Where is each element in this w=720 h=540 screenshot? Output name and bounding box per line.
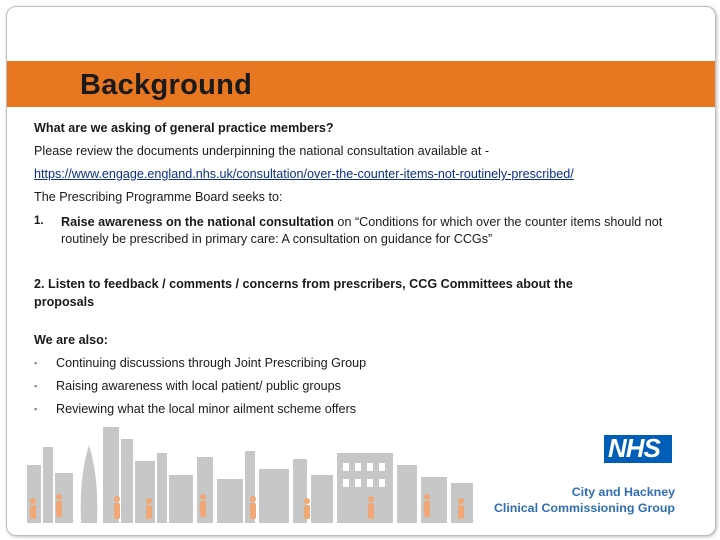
item-number: 1. <box>34 215 44 227</box>
item-2-line-2: proposals <box>34 295 95 309</box>
slide <box>6 6 716 536</box>
nhs-logo <box>604 435 672 463</box>
bullet-text: Continuing discussions through Joint Prescribing Group <box>56 356 367 370</box>
ccg-name-line-1: City and Hackney <box>571 485 675 499</box>
question-heading: What are we asking of general practice members? <box>34 121 334 135</box>
item-1-text <box>61 214 681 248</box>
bullet-icon: ▪ <box>34 381 38 391</box>
slide-title: Background <box>80 69 253 101</box>
nhs-logo-text: NHS <box>608 433 660 463</box>
bullet-text: Reviewing what the local minor ailment scheme offers <box>56 402 357 416</box>
bullet-item <box>34 402 684 418</box>
bullet-item <box>34 379 684 395</box>
bullet-text: Raising awareness with local patient/ public groups <box>56 379 341 393</box>
consultation-link[interactable]: https://www.engage.england.nhs.uk/consultation/over-the-counter-items-not-routinely-prescribed/ <box>34 167 574 181</box>
item-1-bold: Raise awareness on the national consultation <box>61 215 334 229</box>
item-1-rest: on “Conditions for which over the counter items should not routinely be prescribed in primary care: A consultation on guidance for CCGs” <box>61 215 663 246</box>
city-skyline-illustration <box>21 417 481 525</box>
item-2-line-1: 2. Listen to feedback / comments / concerns from prescribers, CCG Committees about the <box>34 277 573 291</box>
bullet-icon: ▪ <box>34 404 38 414</box>
ccg-name-line-2: Clinical Commissioning Group <box>493 501 675 515</box>
board-intro: The Prescribing Programme Board seeks to: <box>34 190 283 204</box>
bullet-icon: ▪ <box>34 358 38 368</box>
also-heading: We are also: <box>34 333 108 347</box>
review-intro: Please review the documents underpinning the national consultation available at - <box>34 144 490 158</box>
bullet-item <box>34 356 684 372</box>
numbered-item-1 <box>34 214 684 250</box>
title-bar <box>7 61 715 107</box>
